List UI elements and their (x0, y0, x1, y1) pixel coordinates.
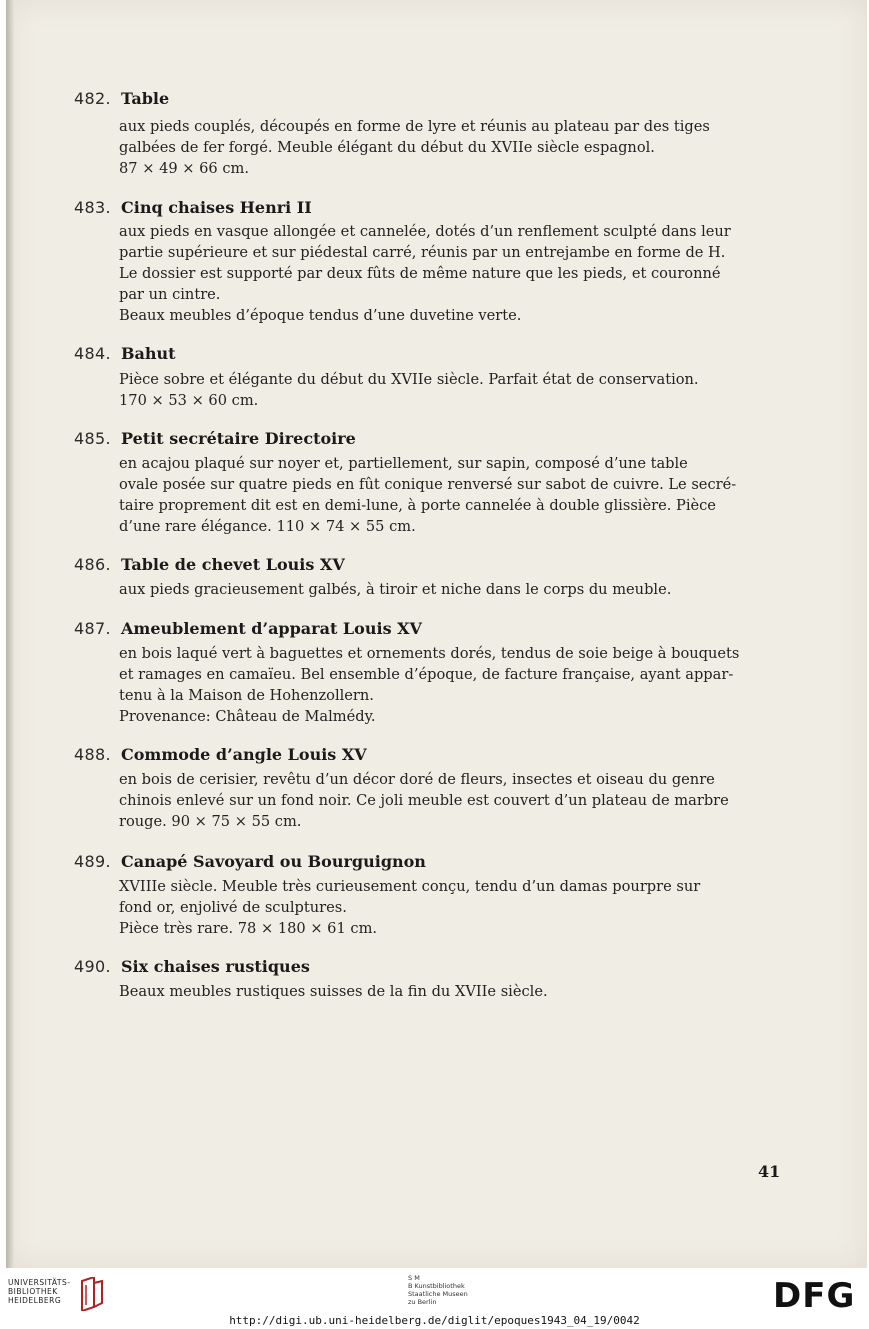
description-line: en bois laqué vert à baguettes et ornements dorés, tendus de soie beige à bouquets (119, 645, 740, 662)
description-line: 170 × 53 × 60 cm. (119, 392, 259, 409)
description-line: en acajou plaqué sur noyer et, partiellement, sur sapin, composé d’une table (119, 455, 688, 472)
description-line: chinois enlevé sur un fond noir. Ce joli meuble est couvert d’un plateau de marbre (119, 792, 729, 809)
description-line: taire proprement dit est en demi-lune, à porte cannelée à double glissière. Pièce (119, 497, 716, 514)
description-line: 87 × 49 × 66 cm. (119, 160, 250, 177)
description-line: Le dossier est supporté par deux fûts de même nature que les pieds, et couronné (119, 265, 721, 282)
entry-description (119, 116, 791, 179)
entry-number: 487. (74, 619, 111, 638)
digitization-footer (0, 1268, 869, 1329)
description-line: fond or, enjolivé de sculptures. (119, 899, 347, 916)
sm-line: B Kunstbibliothek (408, 1282, 465, 1290)
dfg-logo: DFG (773, 1276, 856, 1316)
entry-description (119, 369, 791, 411)
description-line: Beaux meubles d’époque tendus d’une duvetine verte. (119, 307, 522, 324)
entry-description (119, 643, 791, 727)
entry-number: 486. (74, 555, 111, 574)
library-emblem-icon (80, 1277, 104, 1311)
entry-number: 490. (74, 957, 111, 976)
sm-line: S M (408, 1274, 420, 1282)
description-line: galbées de fer forgé. Meuble élégant du début du XVIIe siècle espagnol. (119, 139, 655, 156)
entry-number: 488. (74, 745, 111, 764)
library-line: HEIDELBERG (8, 1296, 62, 1305)
description-line: XVIIIe siècle. Meuble très curieusement conçu, tendu d’un damas pourpre sur (119, 878, 701, 895)
entry-number: 485. (74, 429, 111, 448)
entry-description (119, 579, 791, 600)
page-edge-shadow (6, 0, 14, 1268)
description-line: aux pieds couplés, découpés en forme de lyre et réunis au plateau par des tiges (119, 118, 710, 135)
description-line: tenu à la Maison de Hohenzollern. (119, 687, 374, 704)
entry-title: Cinq chaises Henri II (121, 198, 312, 217)
library-line: BIBLIOTHEK (8, 1287, 58, 1296)
entry-number: 489. (74, 852, 111, 871)
description-line: Pièce très rare. 78 × 180 × 61 cm. (119, 920, 378, 937)
sm-line: Staatliche Museen (408, 1290, 468, 1298)
entry-description (119, 876, 791, 939)
entry-title: Canapé Savoyard ou Bourguignon (121, 852, 426, 871)
entry-title: Six chaises rustiques (121, 957, 310, 976)
entry-title: Bahut (121, 344, 176, 363)
description-line: ovale posée sur quatre pieds en fût conique renversé sur sabot de cuivre. Le secré- (119, 476, 737, 493)
description-line: Pièce sobre et élégante du début du XVIIe siècle. Parfait état de conservation. (119, 371, 699, 388)
entry-title: Table (121, 89, 170, 108)
entry-number: 484. (74, 344, 111, 363)
description-line: Provenance: Château de Malmédy. (119, 708, 376, 725)
description-line: aux pieds gracieusement galbés, à tiroir et niche dans le corps du meuble. (119, 581, 672, 598)
entry-description (119, 981, 791, 1002)
library-line: UNIVERSITÄTS- (8, 1278, 71, 1287)
entry-description (119, 769, 791, 832)
description-line: Beaux meubles rustiques suisses de la fin du XVIIe siècle. (119, 983, 548, 1000)
source-url-link[interactable]: http://digi.ub.uni-heidelberg.de/diglit/epoques1943_04_19/0042 (229, 1314, 640, 1327)
kunstbibliothek-logo-text (408, 1274, 468, 1306)
entry-description (119, 453, 791, 537)
entry-number: 482. (74, 89, 111, 108)
entry-title: Ameublement d’apparat Louis XV (121, 619, 422, 638)
description-line: d’une rare élégance. 110 × 74 × 55 cm. (119, 518, 416, 535)
description-line: en bois de cerisier, revêtu d’un décor doré de fleurs, insectes et oiseau du genre (119, 771, 715, 788)
entry-title: Table de chevet Louis XV (121, 555, 345, 574)
entry-title: Petit secrétaire Directoire (121, 429, 356, 448)
sm-line: zu Berlin (408, 1298, 437, 1306)
page-number: 41 (758, 1162, 781, 1181)
description-line: aux pieds en vasque allongée et cannelée, dotés d’un renflement sculpté dans leur (119, 223, 731, 240)
entry-description (119, 221, 791, 326)
heidelberg-library-logo-text (8, 1278, 70, 1305)
description-line: partie supérieure et sur piédestal carré, réunis par un entrejambe en forme de H. (119, 244, 726, 261)
entry-number: 483. (74, 198, 111, 217)
description-line: rouge. 90 × 75 × 55 cm. (119, 813, 302, 830)
description-line: par un cintre. (119, 286, 221, 303)
description-line: et ramages en camaïeu. Bel ensemble d’époque, de facture française, ayant appar- (119, 666, 734, 683)
catalog-page (6, 0, 867, 1268)
entry-title: Commode d’angle Louis XV (121, 745, 367, 764)
